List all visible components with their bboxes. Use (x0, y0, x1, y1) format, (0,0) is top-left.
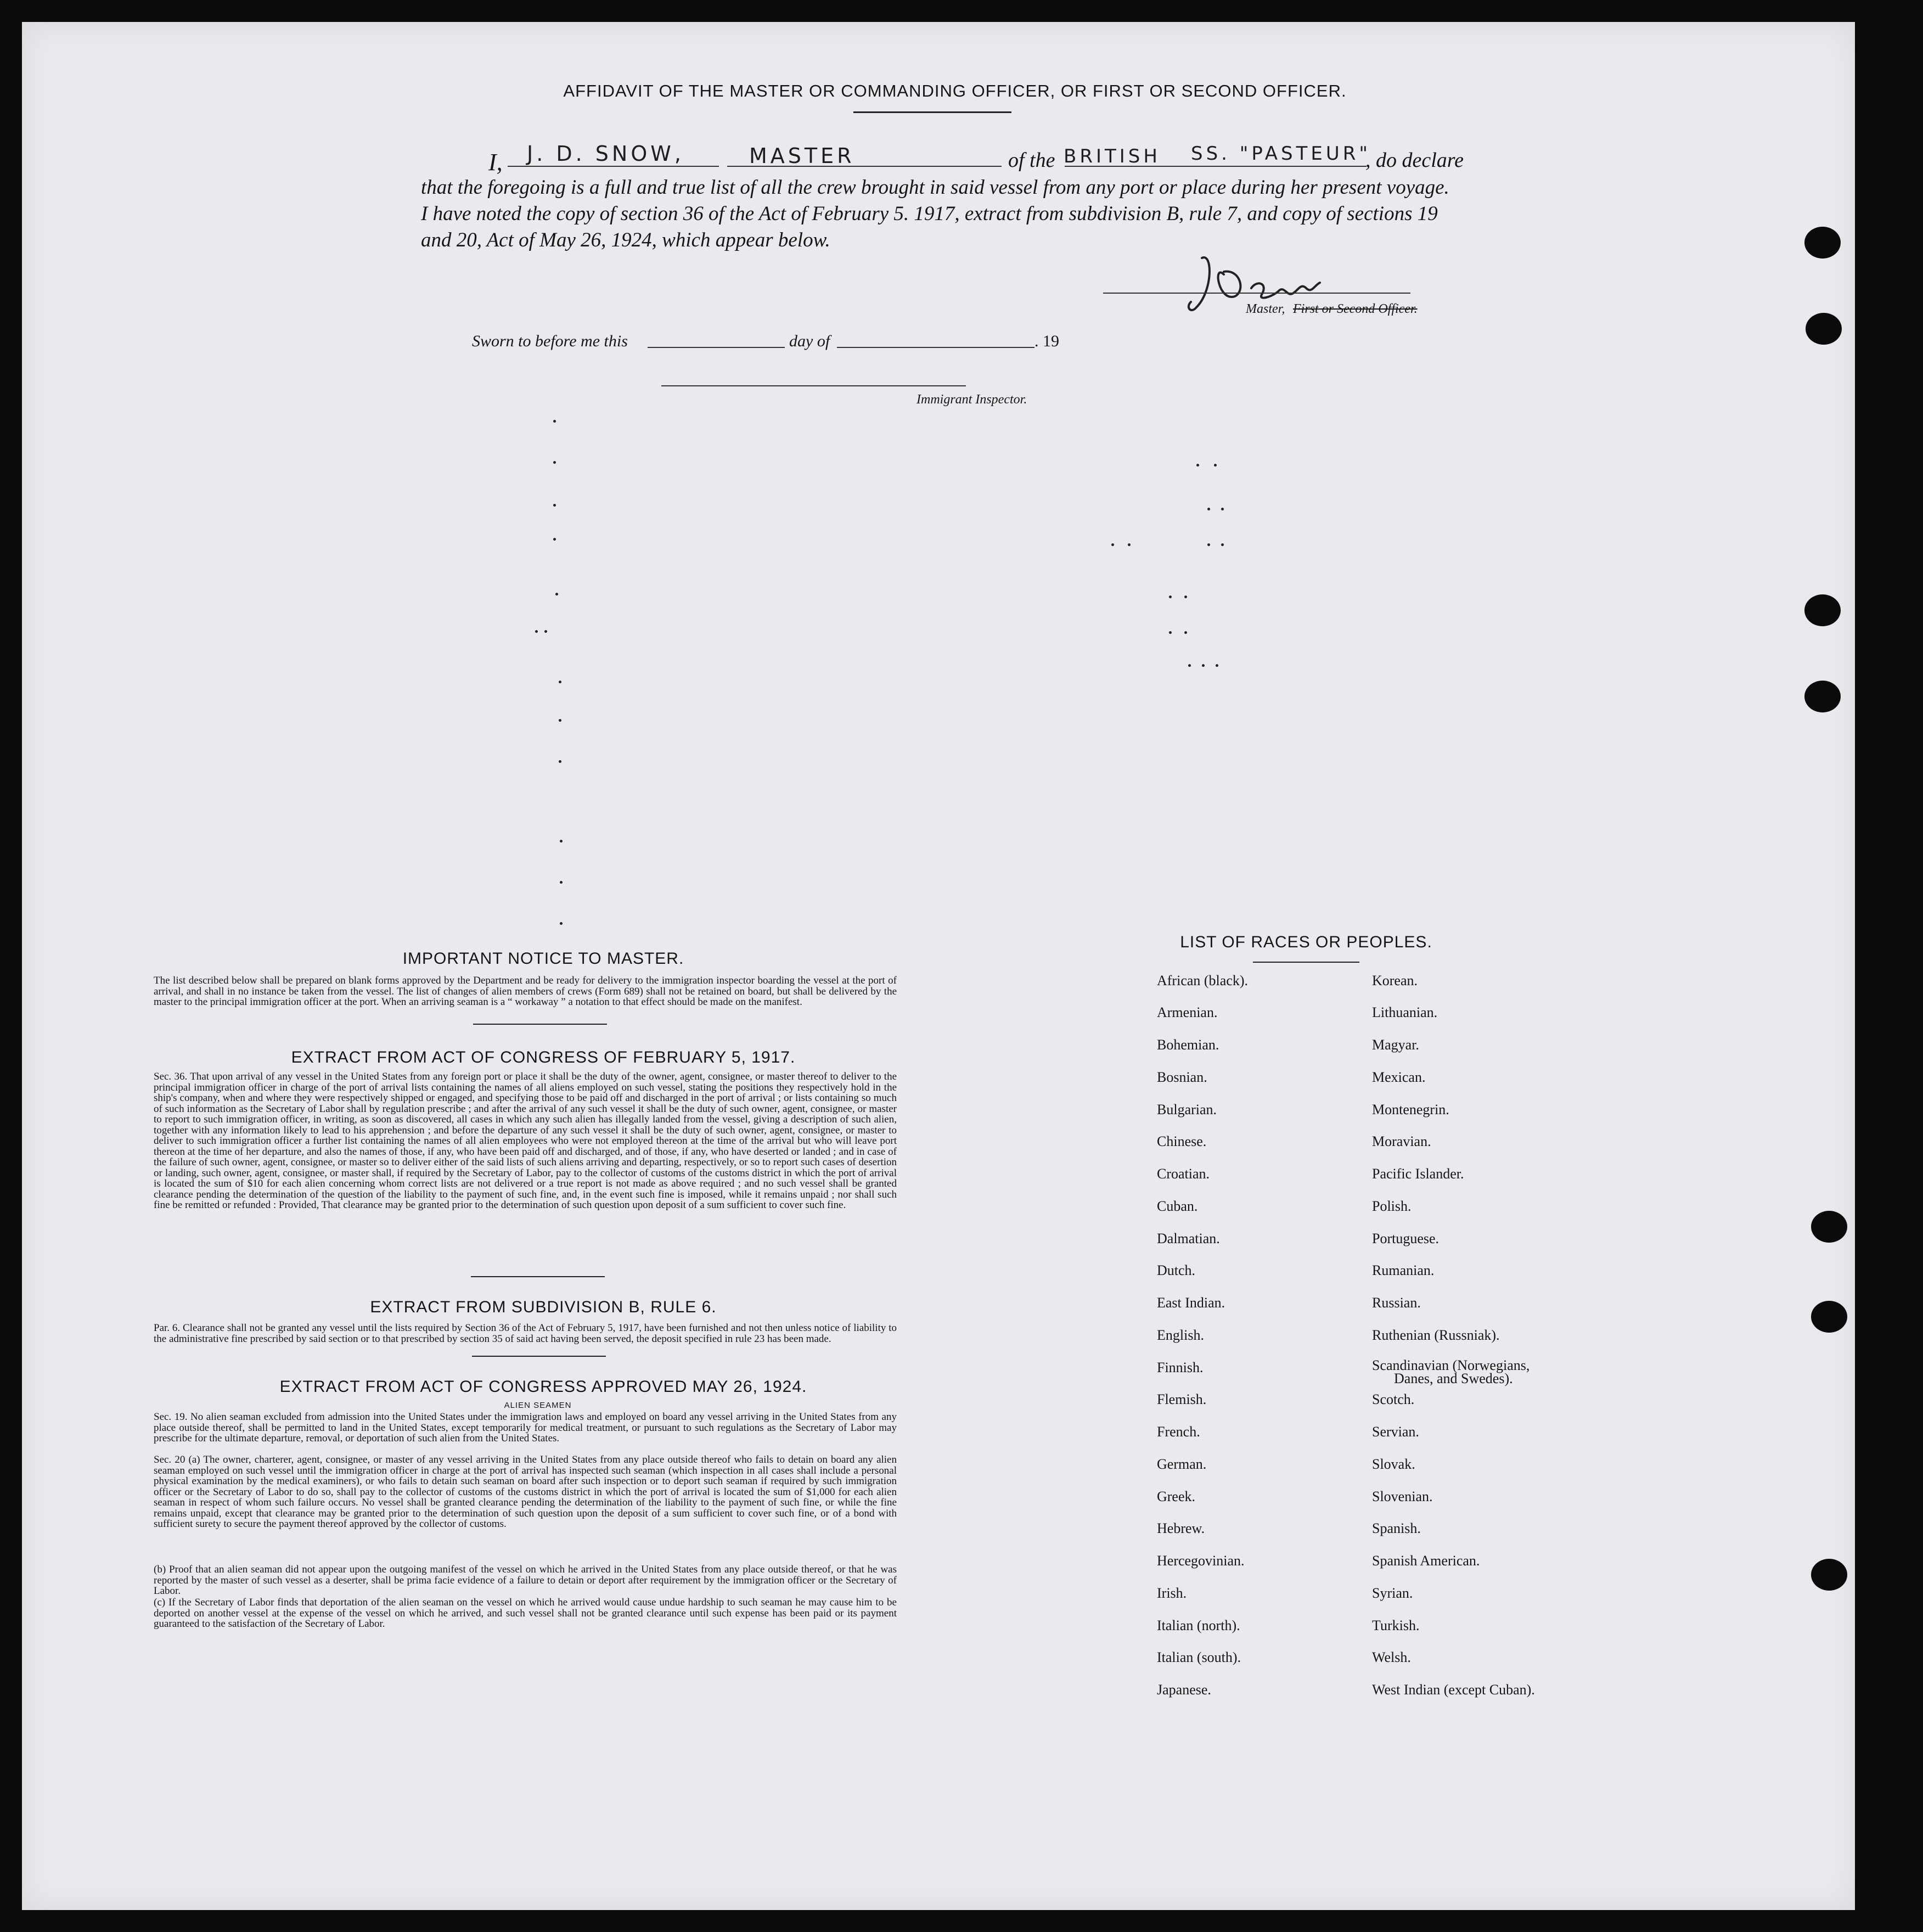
race-right: Portuguese. (1372, 1231, 1440, 1246)
race-right: Korean. (1372, 973, 1418, 989)
race-right: Spanish. (1372, 1520, 1421, 1536)
punch-hole (1804, 681, 1841, 712)
race-right: Spanish American. (1372, 1553, 1480, 1569)
race-left: Bohemian. (1157, 1037, 1219, 1053)
speck (560, 840, 563, 843)
race-left: Italian (south). (1157, 1649, 1241, 1665)
affidavit-line1-prefix: I, (488, 149, 503, 176)
divider (471, 1276, 605, 1277)
race-right: Slovenian. (1372, 1489, 1433, 1504)
race-right: Scotch. (1372, 1391, 1415, 1407)
do-declare-text: , do declare (1365, 149, 1464, 172)
name-blank (508, 166, 719, 167)
speck (553, 538, 556, 541)
race-left: Bosnian. (1157, 1069, 1207, 1085)
punch-hole (1804, 594, 1841, 626)
master-name: J. D. SNOW, (527, 142, 684, 166)
race-left: Dutch. (1157, 1262, 1196, 1278)
race-left: Greek. (1157, 1489, 1196, 1504)
of-the-text: of the (1008, 149, 1055, 172)
race-left: French. (1157, 1424, 1200, 1440)
race-right: Rumanian. (1372, 1262, 1435, 1278)
rule6-body: Par. 6. Clearance shall not be granted any vessel until the lists required by Section 36 of the Act of February 5, 1917, have been furnished and not then unless notice of liability to the administrative fine prescribed by said section or to that prescribed by section 35 of said act having been served, the deposit specified in rule 23 has been made. (154, 1322, 897, 1345)
race-left: Japanese. (1157, 1682, 1211, 1698)
races-title: LIST OF RACES OR PEOPLES. (1180, 933, 1432, 951)
affidavit-line3: I have noted the copy of section 36 of the Act of February 5. 1917, extract from subdivision B, rule 7, and copy of sections 19 (421, 203, 1438, 225)
race-right-continuation: Danes, and Swedes). (1394, 1371, 1513, 1386)
race-right: Russian. (1372, 1295, 1421, 1311)
sworn-day-blank (648, 347, 785, 348)
race-left: Finnish. (1157, 1360, 1204, 1375)
sec20c-body: (c) If the Secretary of Labor finds that deportation of the alien seaman on the vessel on which he arrived would cause undue hardship to such seaman he may cause him to be deported on another vessel at the expense of the vessel on which he arrived, and such vessel shall not be granted clearance until such expense has been paid or its payment guaranteed to the satisfaction of the Secretary of Labor. (154, 1597, 897, 1630)
race-left: Hebrew. (1157, 1520, 1205, 1536)
race-right: Moravian. (1372, 1133, 1431, 1149)
document-page (22, 22, 1855, 1910)
speck (544, 630, 547, 633)
signature-line (1103, 293, 1410, 294)
sworn-prefix: Sworn to before me this (472, 332, 628, 350)
speck (1184, 631, 1187, 634)
extract-1917-body: Sec. 36. That upon arrival of any vessel in the United States from any foreign port or place it shall be the duty of the owner, agent, consignee, or master thereof to deliver to the principal immigration officer in charge of the port of arrival lists containing the names of all aliens employed on such vessel, stating the positions they respectively hold in the ship's company, when and where they were respectively shipped or engaged, and specifying those to be paid off and discharged in the port of arrival ; or lists containing so much of such information as the Secretary of Labor shall by regulation prescribe ; and after the arrival of any such vessel it shall be the duty of such owner, agent, consignee, or master to report to such immigration officer, in writing, as soon as discovered, all cases in which any such alien has illegally landed from the vessel, giving a description of such alien, together with any information likely to lead to his apprehension ; and before the departure of any such vessel it shall be the duty of such owner, agent, consignee, or master to deliver to such immigration officer a further list containing the names of all alien employees who were not employed thereon at the time of the arrival but who will leave port thereon at the time of her departure, and also the names of those, if any, who have been paid off and discharged, and of those, if any, who have deserted or landed ; and in case of the failure of such owner, agent, consignee, or master so to deliver either of the said lists of such aliens arriving and departing, respectively, or so to report such cases of desertion or landing, such owner, agent, consignee, or master shall, if required by the Secretary of Labor, pay to the collector of customs of the customs district in which the port of arrival is located the sum of $10 for each alien concerning whom correct lists are not delivered or a true report is not made as above required ; and no such vessel shall be granted clearance pending the determination of the question of the liability to the payment of such fine, and, in the event such fine is imposed, while it remains unpaid ; nor shall such fine be remitted or refunded : Provided, That clearance may be granted prior to the determination of such question upon deposit of a sum sufficient to cover such fine. (154, 1071, 897, 1211)
punch-hole (1811, 1211, 1847, 1243)
race-left: Armenian. (1157, 1004, 1218, 1020)
divider (473, 1024, 607, 1025)
vessel-name: SS. "PASTEUR" (1191, 143, 1371, 165)
race-left: English. (1157, 1327, 1204, 1343)
vessel-nationality: BRITISH (1064, 145, 1161, 167)
race-right: Pacific Islander. (1372, 1166, 1464, 1182)
race-left: German. (1157, 1456, 1207, 1472)
rule6-title: EXTRACT FROM SUBDIVISION B, RULE 6. (370, 1298, 717, 1316)
alien-seamen-subtitle: ALIEN SEAMEN (504, 1401, 572, 1410)
speck (1128, 543, 1131, 546)
affidavit-line2: that the foregoing is a full and true list of all the crew brought in said vessel from any port or place during her present voyage. (421, 176, 1449, 199)
race-right: Ruthenian (Russniak). (1372, 1327, 1500, 1343)
extract-1924-title: EXTRACT FROM ACT OF CONGRESS APPROVED MAY 26, 1924. (279, 1378, 807, 1396)
speck (1111, 543, 1114, 546)
race-right: Turkish. (1372, 1618, 1420, 1633)
speck (1214, 464, 1217, 467)
speck (1221, 543, 1224, 546)
speck (559, 681, 561, 683)
race-right: Polish. (1372, 1198, 1412, 1214)
speck (560, 922, 563, 925)
speck (553, 461, 556, 464)
speck (555, 593, 558, 596)
affidavit-line4: and 20, Act of May 26, 1924, which appear below. (421, 229, 830, 251)
race-left: East Indian. (1157, 1295, 1225, 1311)
race-right: Servian. (1372, 1424, 1419, 1440)
race-left: Hercegovinian. (1157, 1553, 1245, 1569)
race-right: Syrian. (1372, 1585, 1413, 1601)
speck (560, 881, 563, 884)
notice-title: IMPORTANT NOTICE TO MASTER. (402, 950, 684, 968)
race-right: Lithuanian. (1372, 1004, 1438, 1020)
inspector-line (661, 385, 966, 386)
race-right: Welsh. (1372, 1649, 1411, 1665)
notice-body: The list described below shall be prepared on blank forms approved by the Department and be ready for delivery to the immigration inspector boarding the vessel at the port of arrival, and shall in no instance be taken from the vessel. The list of changes of alien members of crews (Form 689) shall not be retained on board, but shall be delivered by the master to the principal immigration officer at the port. When an arriving seaman is a “ workaway ” a notation to that effect should be made on the manifest. (154, 975, 897, 1008)
speck (1207, 543, 1210, 546)
race-left: Chinese. (1157, 1133, 1207, 1149)
races-divider (1253, 962, 1359, 963)
sworn-month-blank (837, 347, 1034, 348)
race-left: African (black). (1157, 973, 1249, 989)
speck (559, 760, 561, 763)
speck (1221, 508, 1224, 510)
race-right: Montenegrin. (1372, 1102, 1449, 1117)
speck (553, 504, 556, 507)
signature-caption-officer: First or Second Officer. (1293, 302, 1418, 316)
master-rank: MASTER (749, 144, 855, 168)
sec19-body: Sec. 19. No alien seaman excluded from admission into the United States under the immigration laws and employed on board any vessel arriving in the United States from any place outside thereof, shall be permitted to land in the United States, except temporarily for medical treatment, or pursuant to such regulations as the Secretary of Labor may prescribe for the ultimate departure, removal, or deportation of such alien from the United States. (154, 1411, 897, 1444)
race-left: Croatian. (1157, 1166, 1210, 1182)
speck (1184, 596, 1187, 598)
punch-hole (1811, 1559, 1847, 1591)
speck (1169, 631, 1172, 634)
affidavit-title: AFFIDAVIT OF THE MASTER OR COMMANDING OFFICER, OR FIRST OR SECOND OFFICER. (563, 81, 1347, 100)
sec20a-body: Sec. 20 (a) The owner, charterer, agent, consignee, or master of any vessel arriving in the United States from any place outside thereof who fails to detain on board any alien seaman employed on such vessel until the immigration officer in charge at the port of arrival has inspected such seaman (which inspection in all cases shall include a personal physical examination by the medical examiners), or who fails to detain such seaman on board after such inspection or to deport such seaman if required by such immigration officer or the Secretary of Labor to do so, shall pay to the collector of customs of the customs district in which the port of arrival is located the sum of $1,000 for each alien seaman in respect of whom such failure occurs. No vessel shall be granted clearance pending the determination of the liability to the payment of such fine, or while the fine remains unpaid, except that clearance may be granted prior to the determination of such question upon the deposit of a sum sufficient to cover such fine, or of a bond with sufficient surety to secure the payment thereof approved by the collector of customs. (154, 1454, 897, 1530)
race-right: West Indian (except Cuban). (1372, 1682, 1535, 1698)
race-left: Irish. (1157, 1585, 1187, 1601)
punch-hole (1806, 313, 1842, 345)
sworn-day-text: day of (789, 332, 830, 350)
speck (1202, 664, 1205, 667)
speck (559, 719, 561, 722)
signature-caption-master: Master, (1246, 302, 1285, 316)
sec20b-body: (b) Proof that an alien seaman did not appear upon the outgoing manifest of the vessel on which he arrived in the United States from any place outside thereof, or that he was reported by the master of such vessel as a deserter, shall be prima facie evidence of a failure to detain or deport after requirement by the immigration officer or the Secretary of Labor. (154, 1564, 897, 1597)
divider (472, 1356, 606, 1357)
race-left: Bulgarian. (1157, 1102, 1217, 1117)
race-right: Scandinavian (Norwegians, (1372, 1357, 1530, 1373)
sworn-year: . 19 (1034, 332, 1059, 350)
race-left: Cuban. (1157, 1198, 1198, 1214)
title-divider (853, 111, 1011, 113)
punch-hole (1811, 1301, 1847, 1333)
race-right: Slovak. (1372, 1456, 1415, 1472)
speck (1196, 464, 1199, 467)
speck (1188, 664, 1191, 667)
speck (1207, 508, 1210, 510)
race-left: Dalmatian. (1157, 1231, 1220, 1246)
speck (1169, 596, 1172, 598)
speck (1216, 664, 1218, 667)
race-left: Italian (north). (1157, 1618, 1240, 1633)
extract-1917-title: EXTRACT FROM ACT OF CONGRESS OF FEBRUARY 5, 1917. (291, 1048, 796, 1066)
punch-hole (1804, 227, 1841, 259)
race-right: Magyar. (1372, 1037, 1419, 1053)
speck (535, 630, 538, 633)
race-right: Mexican. (1372, 1069, 1426, 1085)
inspector-caption: Immigrant Inspector. (916, 392, 1027, 407)
speck (553, 420, 556, 423)
race-left: Flemish. (1157, 1391, 1207, 1407)
